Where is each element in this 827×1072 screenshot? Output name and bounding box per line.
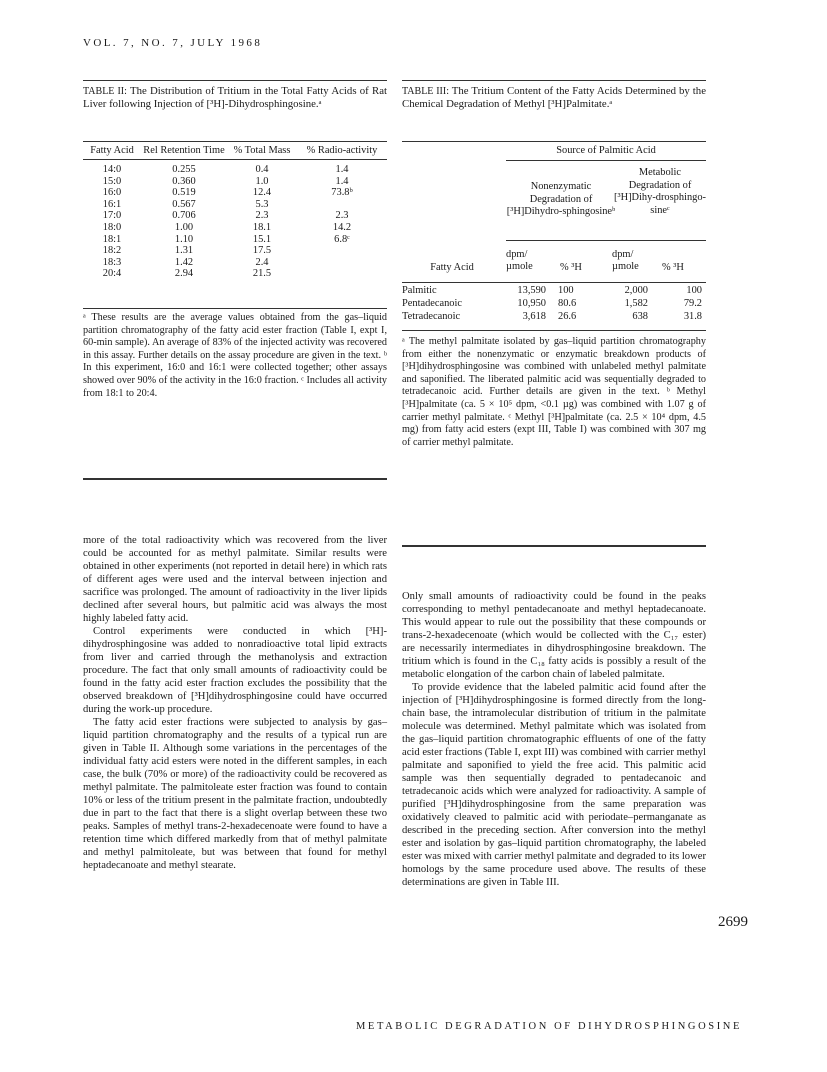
table2-cell: 0.4 (255, 164, 269, 175)
table3-header-dpm-1: dpm/ µmole (506, 249, 533, 272)
page-number: 2699 (718, 914, 748, 930)
table2-cell: 12.4 (252, 187, 272, 199)
table2-cell: 18:2 (102, 245, 122, 257)
table3-cell: 100 (558, 285, 574, 296)
table3-cell: 3,618 (522, 311, 546, 322)
table2-cell: 18:3 (102, 256, 122, 268)
table2-header-mass: % Total Mass (233, 145, 291, 156)
table-row (402, 285, 706, 298)
table2-caption (83, 85, 387, 111)
table3-cell: Tetradecanoic (402, 311, 461, 322)
table3-top-rule (402, 80, 706, 81)
table3-caption (402, 85, 706, 111)
table2-cell: 1.4 (335, 175, 349, 187)
left-paragraph-1: more of the total radioactivity which was recovered from the liver could be accounted for as methyl palmitate. Similar results were obtained in other experiments (not reported in detail here) in which rats of different ages were used and the interval between injection and sacrifice was prolonged. The amount of radioactivity in the liver lipids declined after several hours, but palmitic acid was always the most highly labeled fatty acid. (83, 535, 387, 624)
table2-end-rule (83, 478, 387, 480)
table2-cell: 15.1 (252, 233, 272, 245)
table-row (83, 187, 387, 199)
table2-cell: 1.42 (174, 256, 194, 268)
table2-cell: 1.4 (335, 164, 349, 175)
table-row (83, 222, 387, 234)
table2-cell: 0.706 (172, 210, 196, 222)
table3-label: TABLE III: (402, 86, 449, 97)
table3-head-rule-top (402, 141, 706, 142)
table2-cell (297, 199, 387, 211)
table2-cell: 73.8ᵇ (331, 187, 353, 199)
left-paragraph-3: The fatty acid ester fractions were subjected to analysis by gas–liquid partition chromatography and the results of a typical run are given in Table II. Although some variations in the percentages of the individual fatty acid esters were noted in the different samples, in each case, the bulk (70% or more) of the radioactivity could be recovered as methyl palmitate. The palmitoleate ester fraction was found to contain 10% or less of the tritium present in the palmitate fraction, undoubtedly due in part to the fact that there is a slight overlap between these two peaks. Samples of methyl trans-2-hexadecenoate were found to have a retention time which differed markedly from that of methyl palmitate and methyl palmitoleate, but was between that found for methyl heptadecanoate and methyl stearate. (83, 717, 387, 871)
table3-cell: 26.6 (558, 311, 577, 322)
table-row (402, 298, 706, 311)
table2-cell: 2.3 (255, 210, 269, 222)
table2-cell: 14.2 (332, 221, 352, 233)
table2-cell: 2.3 (335, 210, 349, 222)
table-row (83, 234, 387, 246)
table3-group-metabolic: Metabolic Degradation of [³H]Dihy-drosphingo-sineᶜ (614, 167, 706, 216)
table2-cell (297, 268, 387, 280)
table3-cell: 100 (686, 285, 702, 296)
table2-cell: 1.10 (174, 233, 194, 245)
table2-cell: 17:0 (102, 210, 122, 222)
table2-cell: 17.5 (252, 245, 272, 257)
table2-cell (297, 245, 387, 257)
table-row (83, 210, 387, 222)
table2-cell: 20:4 (102, 268, 122, 280)
table-row (83, 176, 387, 188)
table2-header-radioactivity: % Radio-activity (306, 145, 378, 156)
table-row (83, 199, 387, 211)
table3-source-header: Source of Palmitic Acid (556, 145, 656, 156)
table3-cell: 10,950 (517, 298, 546, 309)
table-row (83, 164, 387, 176)
table2-cell: 1.0 (255, 175, 269, 187)
table2-caption-text: The Distribution of Tritium in the Total Fatty Acids of Rat Liver following Injection of [³H]-Dihydrosphingosine.ᵃ (83, 85, 387, 110)
table-row (83, 245, 387, 257)
left-column (83, 534, 387, 872)
table2 (83, 145, 387, 280)
table-row (402, 311, 706, 324)
table2-cell: 16:0 (102, 187, 122, 199)
table3-header-pct-1: % ³H (560, 262, 582, 273)
table2-cell: 0.519 (172, 187, 196, 199)
table3-header-pct-2: % ³H (662, 262, 684, 273)
table2-header-retention: Rel Retention Time (143, 145, 225, 156)
table2-cell: 18:1 (102, 233, 122, 245)
left-paragraph-2: Control experiments were conducted in which [³H]-dihydrosphingosine was added to nonradioactive total lipid extracts from liver and carried through the methanolysis and extraction procedure. The fact that only small amounts of radioactivity could be found in the fatty acid ester fraction excludes the possibility that the observed breakdown of [³H]dihydrosphingosine could have occurred during the work-up procedure. (83, 626, 387, 715)
table3-bottom-rule (402, 330, 706, 331)
table3-cell: 31.8 (683, 311, 702, 322)
table3-end-rule (402, 545, 706, 547)
running-head: VOL. 7, NO. 7, JULY 1968 (83, 37, 263, 49)
table3-caption-text: The Tritium Content of the Fatty Acids Determined by the Chemical Degradation of Methyl [³H]Palmitate.ᵃ (402, 85, 706, 110)
table2-bottom-rule (83, 308, 387, 309)
table2-cell: 0.255 (172, 164, 196, 175)
table2-cell: 6.8ᶜ (334, 233, 350, 245)
table2-cell: 2.4 (255, 256, 269, 268)
table2-cell: 15:0 (102, 175, 122, 187)
table2-cell (297, 257, 387, 269)
table2-cell: 1.00 (174, 221, 194, 233)
table2-cell: 0.567 (172, 198, 196, 210)
table3-header-fatty-acid: Fatty Acid (430, 262, 474, 273)
table3-cell: 1,582 (624, 298, 648, 309)
table3-cell: 2,000 (624, 285, 648, 296)
table-row (83, 257, 387, 269)
table2-head-rule-top (83, 141, 387, 142)
table3-footnotes: ᵃ The methyl palmitate isolated by gas–liquid partition chromatography from either the nonenzymatic or enzymatic breakdown products of [³H]dihydrosphingosine was combined with unlabeled methyl palmitate and saponified. The liberated palmitic acid was sequentially degraded to tetradecanoic acid. Further details are given in the text. ᵇ Methyl [³H]palmitate (ca. 5 × 10⁵ dpm, <0.1 µg) was combined with 1.07 g of carrier methyl palmitate. ᶜ Methyl [³H]palmitate (ca. 2.5 × 10⁴ dpm, 4.5 mg) from fatty acid esters (expt III, Table I) was combined with 307 mg of carrier methyl palmitate. (402, 336, 706, 448)
table3-header-dpm-2: dpm/ µmole (612, 249, 639, 272)
table3-cell: 13,590 (517, 285, 546, 296)
table2-header-fatty-acid: Fatty Acid (90, 145, 134, 156)
table2-label: TABLE II: (83, 86, 127, 97)
table2-cell: 16:1 (102, 198, 122, 210)
table-row (83, 268, 387, 280)
table2-cell: 0.360 (172, 175, 196, 187)
right-paragraph-1: Only small amounts of radioactivity could be found in the peaks corresponding to methyl pentadecanoate and methyl heptadecanoate. This would appear to rule out the possibility that these compounds or trans-2-hexadecenoate (which would be collected with the C₁₇ ester) are necessarily intermediates in dihydrosphingosine breakdown. The tritium which is found in the C₁₈ fatty acids is possibly a result of the metabolic elongation of the carbon chain of labeled palmitate. (402, 591, 706, 680)
table2-cell: 21.5 (252, 268, 272, 280)
table2-top-rule (83, 80, 387, 81)
table2-footnotes: ᵃ These results are the average values obtained from the gas–liquid partition chromatography of the fatty acid ester fraction (Table I, expt I, 60-min sample). An average of 83% of the injected activity was recovered in this assay. Further details on the assay procedure are given in the text. ᵇ In this experiment, 16:0 and 16:1 were collected together; other assays showed over 90% of the activity in the 16:0 fraction. ᶜ Includes all activity from 18:1 to 20:4. (83, 312, 387, 399)
table2-cell: 14:0 (102, 164, 122, 175)
table2-cell: 5.3 (255, 198, 269, 210)
table3-cell: 80.6 (558, 298, 577, 309)
table3-group-nonenzymatic: Nonenzymatic Degradation of [³H]Dihydro-sphingosineᵇ (506, 181, 616, 217)
footer-title: METABOLIC DEGRADATION OF DIHYDROSPHINGOSINE (356, 1021, 742, 1032)
table2-cell: 18.1 (252, 221, 272, 233)
table2-cell: 18:0 (102, 221, 122, 233)
table3-cell: Pentadecanoic (402, 298, 463, 309)
table3-head-rule-bottom (402, 282, 706, 283)
table3-cell: 79.2 (683, 298, 702, 309)
right-paragraph-2: To provide evidence that the labeled palmitic acid found after the injection of [³H]dihydrosphingosine is formed directly from the long-chain base, the intramolecular distribution of tritium in the palmitate molecule was determined. Methyl palmitate which was isolated from the gas–liquid partition chromatographic effluents of one of the fatty acid ester fractions (Table I, expt III) was combined with carrier methyl palmitate and saponified to yield the free acid. This palmitic acid sample was then sequentially degraded to pentadecanoic and tetradecanoic acids which were analyzed for radioactivity. A sample of purified [³H]dihydrosphingosine from the same preparation was oxidatively cleaved to palmitic acid with periodate–permanganate as described in the preceding section. After conversion into the methyl ester and isolation by gas–liquid partition chromatography, the labeled ester was mixed with carrier methyl palmitate and degraded to its lower homologs by the same procedure used above. The results of these determinations are given in Table III. (402, 682, 706, 888)
right-column (402, 590, 706, 889)
table3-cell: 638 (632, 311, 648, 322)
table2-cell: 2.94 (174, 268, 194, 280)
table3-cell: Palmitic (402, 285, 437, 296)
table2-cell: 1.31 (174, 245, 194, 257)
